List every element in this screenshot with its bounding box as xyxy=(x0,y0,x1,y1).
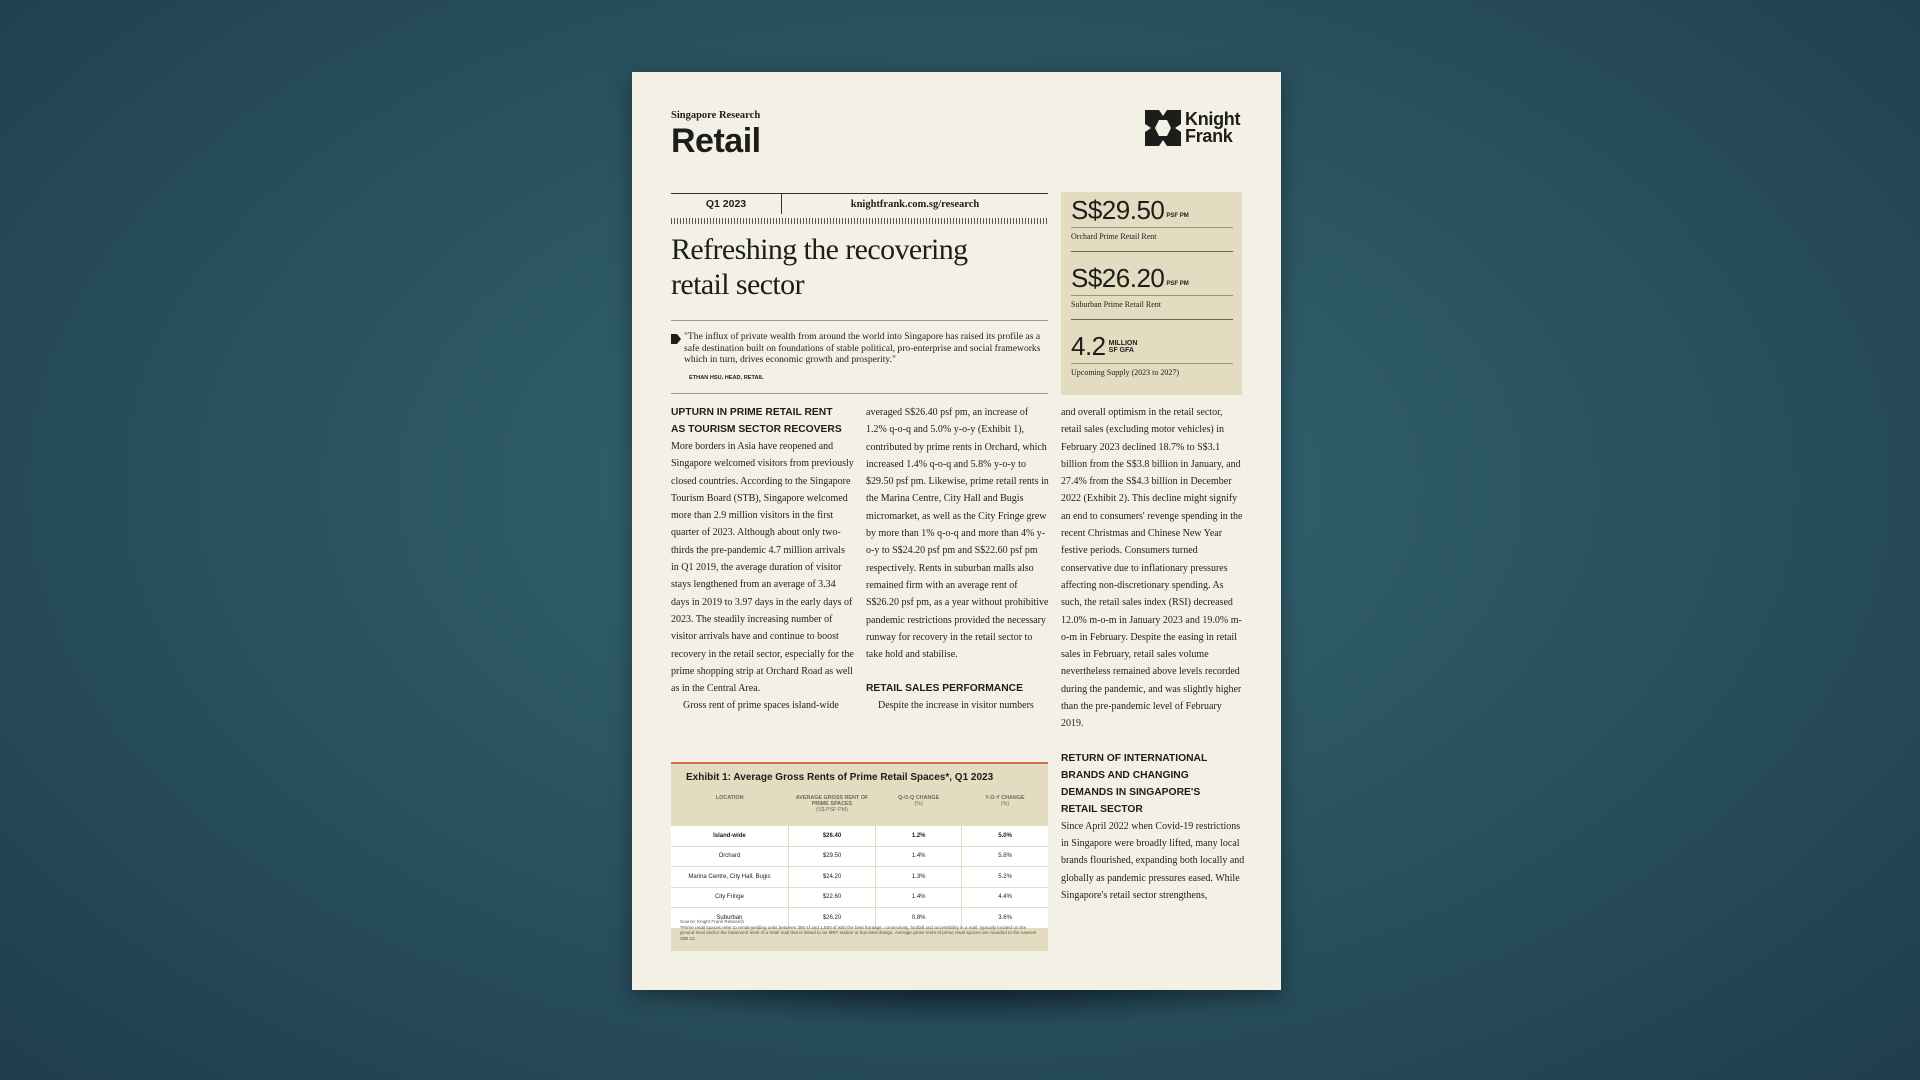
cell-yoy: 5.0% xyxy=(962,826,1048,846)
cell-qoq: 1.4% xyxy=(876,887,962,908)
cell-rent: $24.20 xyxy=(788,867,875,888)
cell-qoq: 1.4% xyxy=(876,846,962,867)
section-heading-line: RETURN OF INTERNATIONAL xyxy=(1061,752,1208,764)
cell-location: Marina Centre, City Hall, Bugis xyxy=(671,867,788,888)
logo-word-knight: Knight xyxy=(1185,109,1241,129)
cell-qoq: 1.3% xyxy=(876,867,962,888)
stat-orchard-rent xyxy=(1071,196,1233,252)
stat-label: Orchard Prime Retail Rent xyxy=(1071,232,1157,241)
exhibit-notes xyxy=(680,919,1040,941)
exhibit-title: Exhibit 1: Average Gross Rents of Prime Retail Spaces*, Q1 2023 xyxy=(686,772,994,783)
research-url[interactable]: knightfrank.com.sg/research xyxy=(850,198,980,210)
logo-word-frank: Frank xyxy=(1185,126,1233,146)
cell-yoy: 5.2% xyxy=(962,867,1048,888)
body-paragraph: Despite the increase in visitor numbers xyxy=(878,700,1034,712)
table-row xyxy=(671,846,1048,867)
cell-rent: $26.20 xyxy=(788,908,875,929)
table-header: LOCATION xyxy=(715,795,744,801)
cell-location: Orchard xyxy=(671,846,788,867)
body-paragraph: More borders in Asia have reopened and Singapore welcomed visitors from previously closed countries. According to the Singapore Tourism Board (STB), Singapore welcomed more than 2.9 million visitors in the first quarter of 2023. Although about only two-thirds the pre-pandemic 4.7 million arrivals in Q1 2019, the average duration of visitor stays lengthened from an average of 3.34 days in 2019 to 3.97 days in the early days of 2023. The steadily increasing number of visitor arrivals have and continue to boost recovery in the retail sector, especially for the prime shopping strip at Orchard Road as well as in the Central Area. xyxy=(671,441,854,695)
pull-quote: "The influx of private wealth from around the world into Singapore has raised its profile as a safe destination built on foundations of stable political, pro-enterprise and social frameworks which in turn, drives economic growth and prosperity." xyxy=(684,331,1041,366)
body-paragraph: Since April 2022 when Covid-19 restrictions in Singapore were broadly lifted, many local brands flourished, expanding both locally and globally as pandemic pressures eased. While Singapore's retail sector strengthens, xyxy=(1061,820,1245,901)
knight-frank-logo-icon xyxy=(1145,110,1181,146)
stat-suburban-rent xyxy=(1071,264,1233,320)
stat-unit-line-2: SF GFA xyxy=(1108,347,1134,354)
section-heading-line: UPTURN IN PRIME RETAIL RENT xyxy=(671,407,833,418)
cell-rent: $26.40 xyxy=(788,826,875,846)
exhibit-table xyxy=(671,792,1048,929)
section-heading-line: AS TOURISM SECTOR RECOVERS xyxy=(671,424,842,435)
quote-arrow-icon xyxy=(671,334,681,344)
section-heading xyxy=(671,404,854,438)
headline-line-1: Refreshing the recovering xyxy=(671,233,968,266)
cell-location: Suburban xyxy=(671,908,788,929)
table-row xyxy=(671,867,1048,888)
quarter-label: Q1 2023 xyxy=(671,194,782,214)
cell-yoy: 3.6% xyxy=(962,908,1048,929)
body-paragraph: averaged S$26.40 psf pm, an increase of 1.2% q-o-q and 5.0% y-o-y (Exhibit 1), contributed by prime rents in Orchard, which increased 1.4% q-o-q and 5.8% y-o-y to $29.50 psf pm. Likewise, prime retail rents in the Marina Centre, City Hall and Bugis micromarket, as well as the City Fringe grew by more than 1% q-o-q and more than 4% y-o-y to S$24.20 psf pm and S$22.60 psf pm respectively. Rents in suburban malls also remained firm with an average rent of S$26.20 psf pm, as a year without prohibitive pandemic restrictions provided the necessary runway for recovery in the retail sector to take hold and stabilise. xyxy=(866,407,1049,661)
stat-label: Upcoming Supply (2023 to 2027) xyxy=(1071,368,1179,377)
stat-value: S$26.20 xyxy=(1071,263,1165,293)
body-column-2 xyxy=(866,404,1049,715)
report-title: Retail xyxy=(671,122,761,160)
cell-rent: $22.60 xyxy=(788,887,875,908)
table-header: Q-O-Q CHANGE (%) xyxy=(898,795,940,808)
section-heading-line: DEMANDS IN SINGAPORE'S xyxy=(1061,786,1201,798)
hatch-divider xyxy=(671,218,1048,224)
stat-unit: PSF PM xyxy=(1166,281,1189,287)
key-stats-panel xyxy=(1061,192,1242,395)
stat-unit: PSF PM xyxy=(1166,213,1189,219)
exhibit-footnote: *Prime retail spaces refer to rental-yielding units between 350 sf and 1,500 sf with the best frontage, connectivity, footfall and accessibility in a mall, typically located on the ground level and/or the basement level of a retail mall that is linked to an MRT station or bus interchange. Average gross rents of prime retail spaces are rounded to the nearest S$0.10. xyxy=(680,924,1037,941)
table-row xyxy=(671,826,1048,846)
cell-yoy: 5.8% xyxy=(962,846,1048,867)
table-header: Y-O-Y CHANGE (%) xyxy=(985,795,1025,808)
cell-qoq: 0.8% xyxy=(876,908,962,929)
cell-location: City Fringe xyxy=(671,887,788,908)
research-kicker: Singapore Research xyxy=(671,110,761,121)
exhibit-1 xyxy=(671,762,1048,951)
stat-value: 4.2 xyxy=(1071,331,1106,361)
cell-rent: $29.50 xyxy=(788,846,875,867)
section-heading-line: BRANDS AND CHANGING xyxy=(1061,769,1189,781)
stat-unit-line-1: MILLION xyxy=(1108,339,1138,347)
divider-rule xyxy=(671,393,1048,394)
section-heading-line: RETAIL SECTOR xyxy=(1061,803,1143,815)
table-header: AVERAGE GROSS RENT OF PRIME SPACES (S$ PSF PM) xyxy=(795,795,869,814)
stat-label: Suburban Prime Retail Rent xyxy=(1071,300,1161,309)
meta-bar xyxy=(671,193,1048,214)
body-column-1 xyxy=(671,404,854,715)
headline xyxy=(671,232,1048,302)
cell-yoy: 4.4% xyxy=(962,887,1048,908)
knight-frank-logo xyxy=(1145,110,1240,146)
section-heading: RETAIL SALES PERFORMANCE xyxy=(866,683,1023,695)
body-paragraph: Gross rent of prime spaces island-wide xyxy=(683,700,839,712)
table-header-row xyxy=(671,792,1048,826)
body-paragraph: and overall optimism in the retail sector, retail sales (excluding motor vehicles) in February 2023 declined 18.7% to S$3.1 billion from the S$3.8 billion in January, and 27.4% from the S$4.3 billion in December 2022 (Exhibit 2). This decline might signify an end to consumers' revenge spending in the recent Christmas and Chinese New Year festive periods. Consumers turned conservative due to inflationary pressures affecting non-discretionary spending. As such, the retail sales index (RSI) decreased 12.0% m-o-m in January 2023 and 19.0% m-o-m in February. Despite the easing in retail sales in February, retail sales volume nevertheless remained above levels recorded during the pandemic, and was slightly higher than the pre-pandemic level of February 2019. xyxy=(1061,407,1243,730)
divider-rule xyxy=(671,320,1048,321)
stat-value: S$29.50 xyxy=(1071,195,1165,225)
exhibit-source: Source: Knight Frank Research xyxy=(680,919,745,924)
section-heading xyxy=(1061,750,1245,818)
cell-qoq: 1.2% xyxy=(876,826,962,846)
report-page xyxy=(632,72,1281,990)
stat-upcoming-supply xyxy=(1071,332,1233,377)
headline-line-2: retail sector xyxy=(671,268,804,301)
cell-location: Island-wide xyxy=(671,826,788,846)
table-row xyxy=(671,887,1048,908)
body-column-3 xyxy=(1061,404,1245,904)
quote-author: ETHAN HSU, HEAD, RETAIL xyxy=(689,375,764,381)
